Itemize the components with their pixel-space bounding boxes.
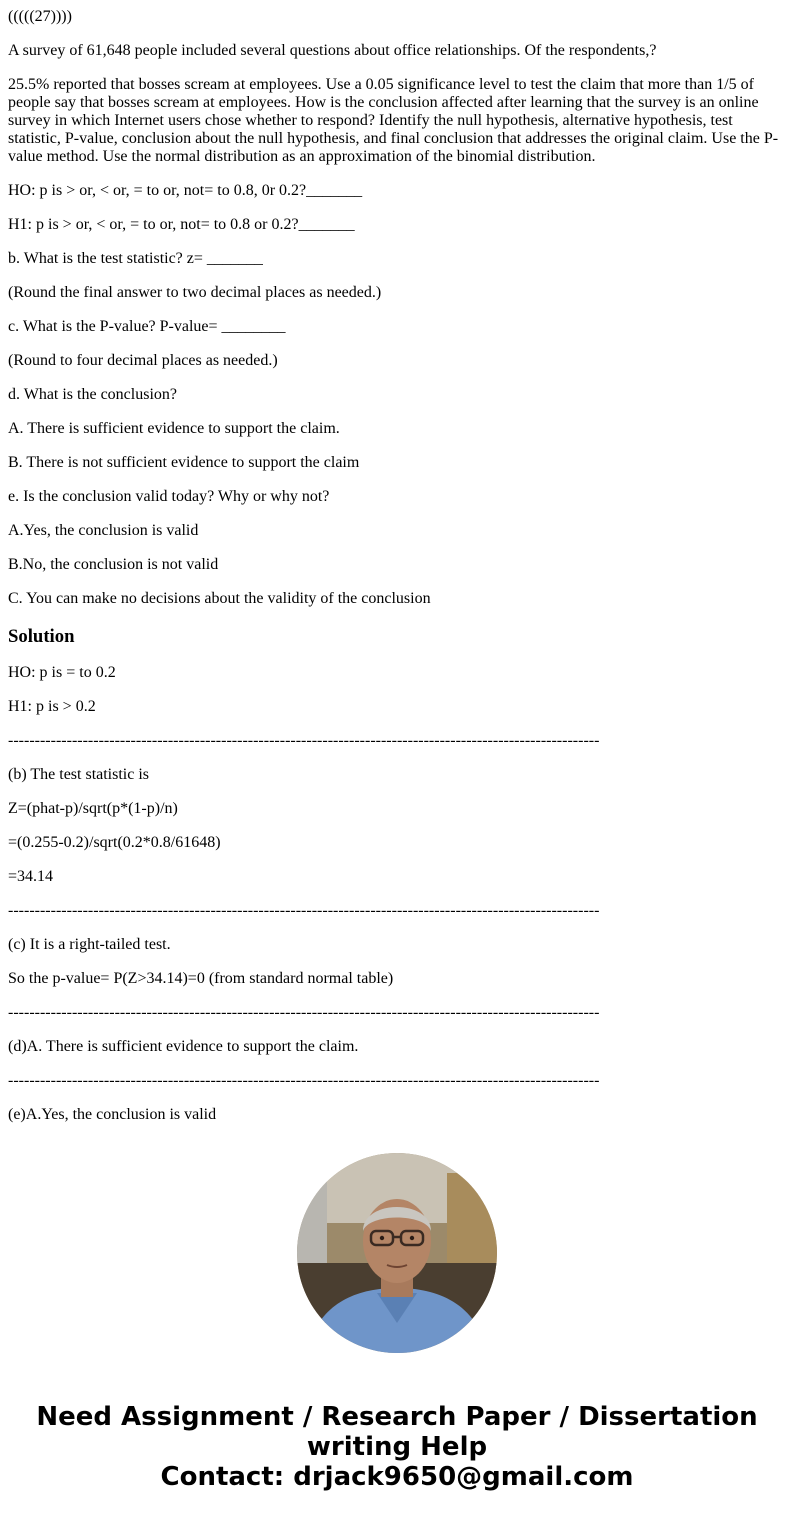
solution-heading: Solution: [8, 626, 75, 647]
solution-part-c-pvalue: So the p-value= P(Z>34.14)=0 (from standard normal table): [8, 970, 394, 987]
divider: ---------------------------------------------------------------------------------------------------------------: [8, 732, 600, 749]
question-alt-hypothesis: H1: p is > or, < or, = to or, not= to 0.8 or 0.2?_______: [8, 216, 355, 233]
solution-part-d-answer: (d)A. There is sufficient evidence to support the claim.: [8, 1038, 359, 1055]
solution-part-b-intro: (b) The test statistic is: [8, 766, 150, 783]
divider: ---------------------------------------------------------------------------------------------------------------: [8, 1004, 600, 1021]
solution-null-hypothesis: HO: p is = to 0.2: [8, 664, 116, 681]
author-portrait-image: [297, 1153, 497, 1353]
question-title: (((((27)))): [8, 8, 72, 25]
solution-part-b-result: =34.14: [8, 868, 54, 885]
question-part-e-option-c: C. You can make no decisions about the validity of the conclusion: [8, 590, 431, 607]
document-content: [8, 0, 786, 1124]
author-photo: [297, 1153, 497, 1353]
solution-part-b-substitution: =(0.255-0.2)/sqrt(0.2*0.8/61648): [8, 834, 221, 851]
question-intro: A survey of 61,648 people included several questions about office relationships. Of the respondents,?: [8, 42, 657, 59]
question-part-b: b. What is the test statistic? z= _______: [8, 250, 263, 267]
question-part-e-option-b: B.No, the conclusion is not valid: [8, 556, 219, 573]
solution-part-e-answer: (e)A.Yes, the conclusion is valid: [8, 1106, 217, 1123]
question-part-e: e. Is the conclusion valid today? Why or why not?: [8, 488, 330, 505]
promo-line-1: Need Assignment / Research Paper / Dissertation: [36, 1402, 758, 1432]
divider: ---------------------------------------------------------------------------------------------------------------: [8, 902, 600, 919]
promo-line-2: writing Help: [306, 1432, 488, 1462]
question-part-c-note: (Round to four decimal places as needed.): [8, 352, 278, 369]
solution-part-c-intro: (c) It is a right-tailed test.: [8, 936, 171, 953]
question-part-d-option-a: A. There is sufficient evidence to support the claim.: [8, 420, 340, 437]
question-part-c: c. What is the P-value? P-value= ________: [8, 318, 286, 335]
question-part-b-note: (Round the final answer to two decimal places as needed.): [8, 284, 382, 301]
solution-part-b-formula: Z=(phat-p)/sqrt(p*(1-p)/n): [8, 800, 178, 817]
promo-banner: [0, 1402, 794, 1492]
promo-contact: Contact: drjack9650@gmail.com: [160, 1462, 634, 1492]
question-part-d-option-b: B. There is not sufficient evidence to support the claim: [8, 454, 360, 471]
solution-alt-hypothesis: H1: p is > 0.2: [8, 698, 96, 715]
question-null-hypothesis: HO: p is > or, < or, = to or, not= to 0.8, 0r 0.2?_______: [8, 182, 363, 199]
question-body: 25.5% reported that bosses scream at employees. Use a 0.05 significance level to test the claim that more than 1/5 of people say that bosses scream at employees. How is the conclusion affected after learning that the survey is an online survey in which Internet users chose whether to respond? Identify the null hypothesis, alternative hypothesis, test statistic, P-value, conclusion about the null hypothesis, and final conclusion that addresses the original claim. Use the P-value method. Use the normal distribution as an approximation of the binomial distribution.: [8, 76, 779, 165]
divider: ---------------------------------------------------------------------------------------------------------------: [8, 1072, 600, 1089]
question-part-d: d. What is the conclusion?: [8, 386, 177, 403]
question-part-e-option-a: A.Yes, the conclusion is valid: [8, 522, 199, 539]
